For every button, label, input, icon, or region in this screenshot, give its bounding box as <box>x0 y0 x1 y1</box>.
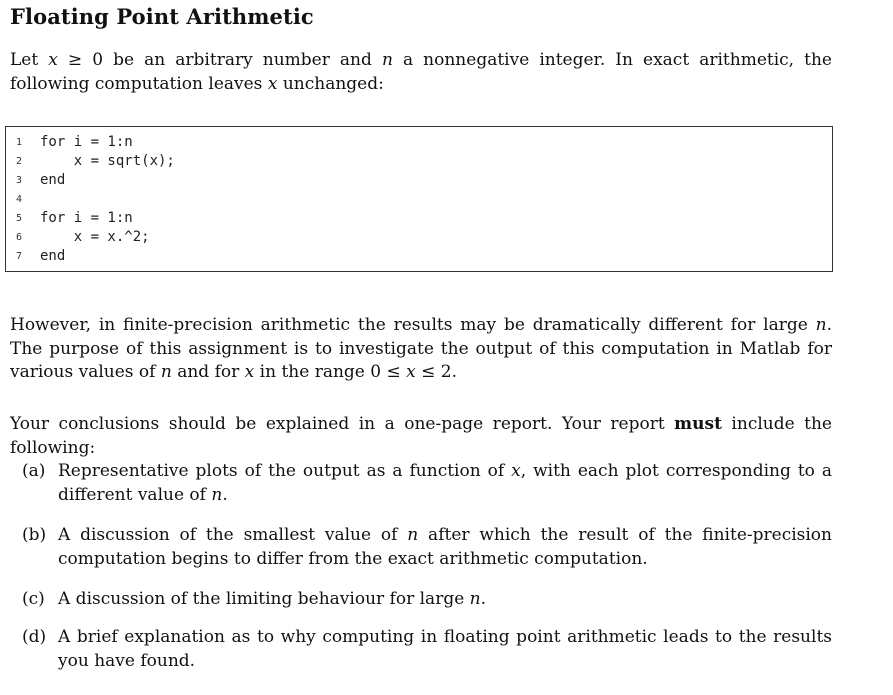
code-text: x = sqrt(x); <box>40 153 175 169</box>
list-item-b <box>22 524 832 571</box>
math-var: n <box>211 484 223 505</box>
conclusions-paragraph <box>10 413 832 460</box>
however-text: and for <box>171 362 245 382</box>
item-text: , with each plot corresponding to a different value of <box>58 461 832 505</box>
math-var: n <box>815 315 827 335</box>
conclusions-text: include the following: <box>10 414 832 458</box>
item-body: A brief explanation as to why computing in floating point arithmetic leads to the results you have found. <box>58 627 832 671</box>
code-text: for i = 1:n <box>40 210 133 226</box>
page-title: Floating Point Arithmetic <box>10 4 314 29</box>
item-text: . <box>480 589 487 609</box>
code-line <box>6 153 832 172</box>
intro-text: Let <box>10 50 49 70</box>
however-text: ≤ 2. <box>415 362 457 382</box>
however-text: . The purpose of this assignment is to investigate the output of this computation in Matlab for various values of <box>10 315 832 382</box>
math-var: x <box>511 461 521 481</box>
intro-paragraph <box>10 49 832 96</box>
math-var: n <box>469 589 481 609</box>
code-line <box>6 229 832 248</box>
code-line <box>6 210 832 229</box>
item-body <box>58 524 832 571</box>
code-line <box>6 191 832 210</box>
item-text: Representative plots of the output as a function of <box>58 461 512 481</box>
line-number: 1 <box>16 137 23 148</box>
math-var: x <box>244 362 255 382</box>
emphasis-must: must <box>674 414 722 434</box>
list-item-a <box>22 460 832 507</box>
item-label: (a) <box>22 461 46 481</box>
item-text: after which the result of the finite-precision computation begins to differ from the exact arithmetic computation. <box>58 525 832 569</box>
item-text: A discussion of the smallest value of <box>58 525 408 545</box>
math-var: n <box>381 50 393 70</box>
intro-text: ≥ 0 be an arbitrary number and <box>57 50 382 70</box>
math-var: x <box>267 73 278 94</box>
math-var: n <box>160 362 172 382</box>
item-text: A discussion of the limiting behaviour for large <box>58 589 470 609</box>
line-number: 6 <box>16 232 23 243</box>
conclusions-text: Your conclusions should be explained in a one-page report. Your report <box>10 414 675 434</box>
line-number: 2 <box>16 156 23 167</box>
however-text: However, in finite-precision arithmetic the results may be dramatically different for large <box>10 315 816 335</box>
line-number: 3 <box>16 175 23 186</box>
list-item-c <box>22 588 832 612</box>
item-label: (d) <box>22 627 47 647</box>
code-listing <box>5 126 833 272</box>
item-label: (b) <box>22 525 47 545</box>
code-text: end <box>40 172 66 188</box>
code-line <box>6 134 832 153</box>
code-text: x = x.^2; <box>40 229 150 245</box>
code-text: end <box>40 248 66 264</box>
item-label: (c) <box>22 589 45 609</box>
code-line <box>6 172 832 191</box>
item-body <box>58 588 832 612</box>
item-text: . <box>222 484 228 505</box>
intro-text: unchanged: <box>277 73 384 94</box>
code-text: for i = 1:n <box>40 134 133 150</box>
however-text: in the range 0 ≤ <box>254 362 407 382</box>
line-number: 4 <box>16 194 23 205</box>
list-item-d <box>22 626 832 673</box>
item-body <box>58 460 832 507</box>
code-line <box>6 248 832 267</box>
math-var: x <box>406 362 416 382</box>
intro-text: a nonnegative integer. In exact arithmetic, the following computation leaves <box>10 50 832 94</box>
line-number: 5 <box>16 213 23 224</box>
math-var: n <box>407 525 419 545</box>
however-paragraph <box>10 314 832 385</box>
line-number: 7 <box>16 251 23 262</box>
math-var: x <box>48 50 58 70</box>
